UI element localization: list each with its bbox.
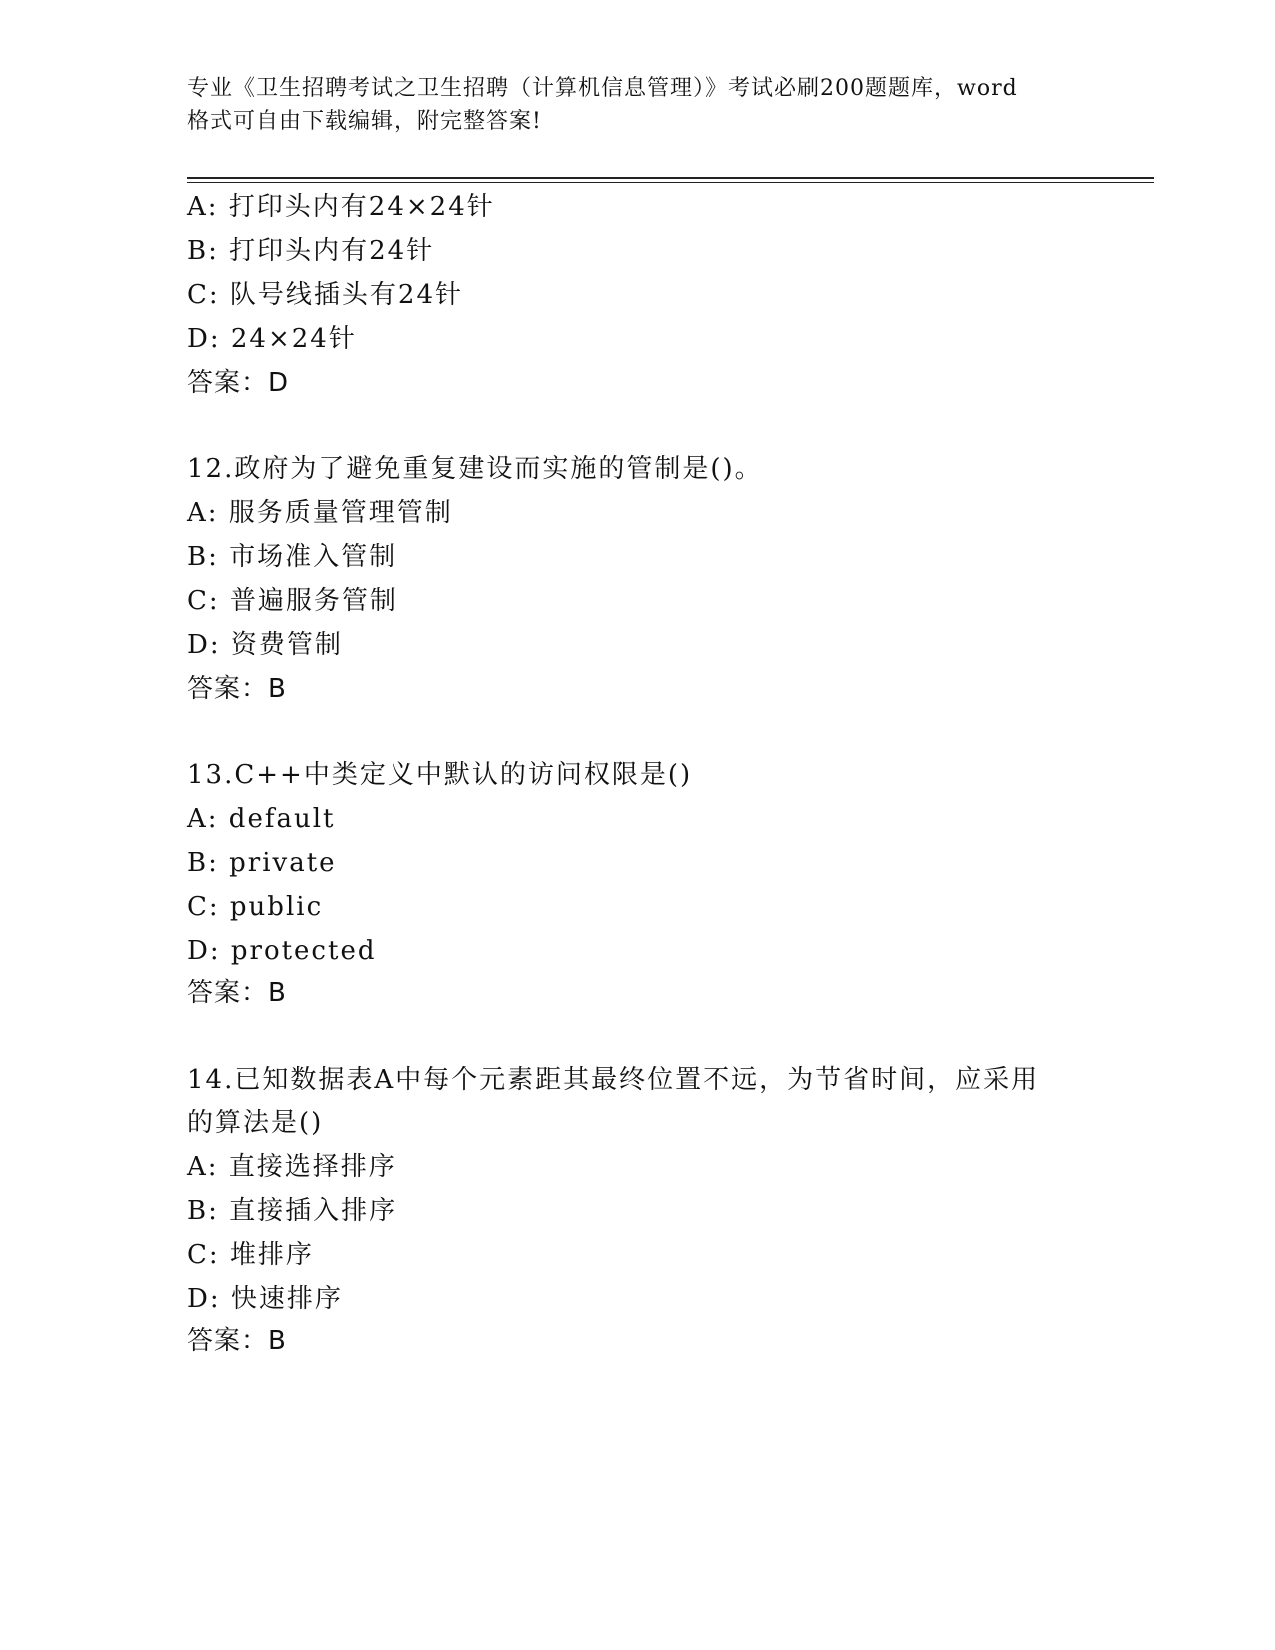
q14-answer: 答案：B <box>187 1326 287 1356</box>
q14-option-c: C: 堆排序 <box>187 1240 314 1270</box>
q13-option-c: C: public <box>187 892 324 922</box>
q13-option-b: B: private <box>187 848 337 878</box>
q12-answer: 答案：B <box>187 674 287 704</box>
q12-option-b: B: 市场准入管制 <box>187 542 398 572</box>
header-divider-thick <box>187 177 1154 179</box>
q11-option-c: C: 队号线插头有24针 <box>187 280 464 310</box>
q12-option-a: A: 服务质量管理管制 <box>187 498 453 528</box>
q11-option-d: D: 24×24针 <box>187 324 357 354</box>
header-line-2: 格式可自由下载编辑，附完整答案! <box>187 109 542 134</box>
header-line-1: 专业《卫生招聘考试之卫生招聘（计算机信息管理）》考试必刷200题题库，word <box>187 76 1018 101</box>
header-divider-thin <box>187 182 1154 183</box>
document-header <box>187 72 1087 138</box>
q12-question: 12.政府为了避免重复建设而实施的管制是()。 <box>187 454 763 484</box>
q12-option-d: D: 资费管制 <box>187 630 343 660</box>
q14-option-a: A: 直接选择排序 <box>187 1152 397 1182</box>
q14-question-line-1: 14.已知数据表A中每个元素距其最终位置不远，为节省时间，应采用 <box>187 1065 1040 1095</box>
q13-question: 13.C++中类定义中默认的访问权限是() <box>187 760 693 790</box>
q11-option-b: B: 打印头内有24针 <box>187 236 435 266</box>
q11-answer: 答案：D <box>187 368 290 398</box>
q11-option-a: A: 打印头内有24×24针 <box>187 192 495 222</box>
q14-option-b: B: 直接插入排序 <box>187 1196 398 1226</box>
q13-answer: 答案：B <box>187 978 287 1008</box>
q13-option-d: D: protected <box>187 936 377 966</box>
q14-question-line-2: 的算法是() <box>187 1108 324 1138</box>
q13-option-a: A: default <box>187 804 336 834</box>
q12-option-c: C: 普遍服务管制 <box>187 586 398 616</box>
q14-option-d: D: 快速排序 <box>187 1284 343 1314</box>
